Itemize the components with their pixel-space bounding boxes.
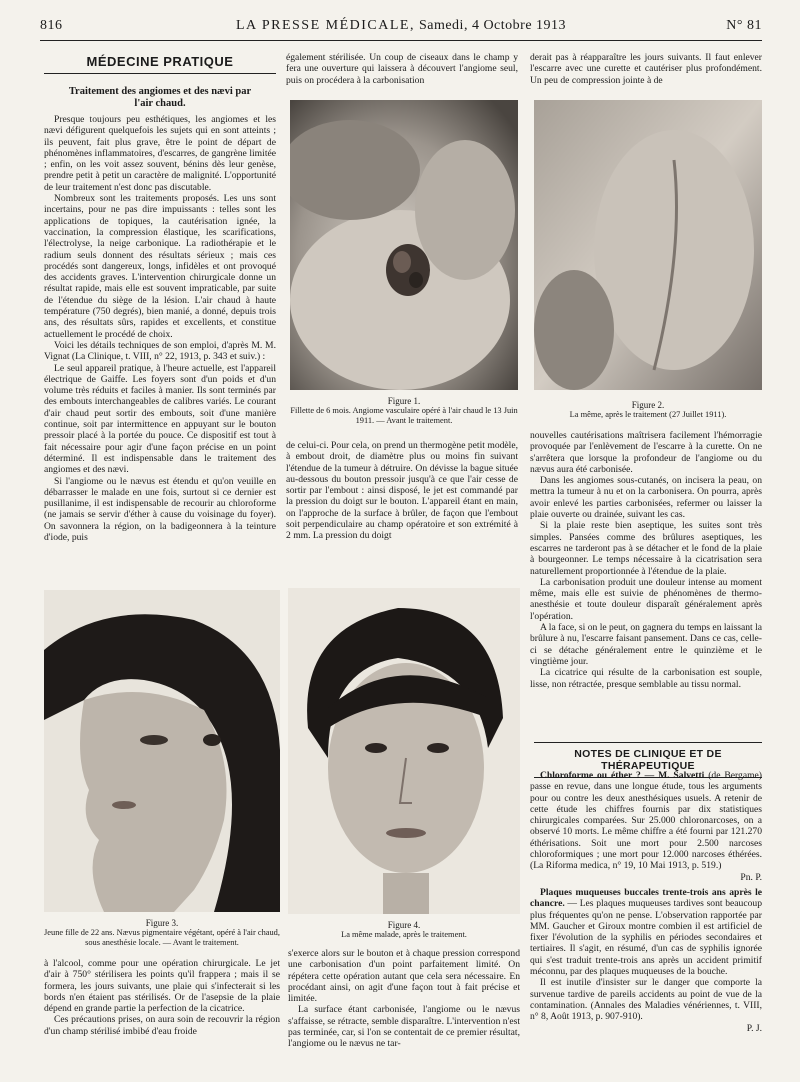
figure-caption-text: Jeune fille de 22 ans. Nævus pigmentaire végétant, opéré à l'air chaud, sous anesthésie locale. — Avant le traitement. xyxy=(44,928,280,947)
figure-label: Figure 1. xyxy=(387,396,421,406)
journal-title: LA PRESSE MÉDICALE, xyxy=(235,18,415,33)
note-lead: Plaques muqueuses buccales trente-trois ans après le chancre. xyxy=(530,886,762,910)
figure-4-caption xyxy=(288,920,520,940)
figure-1-caption xyxy=(290,396,518,426)
figure-3-photo xyxy=(44,590,280,912)
young-woman-profile-photo-icon xyxy=(44,590,280,912)
figure-caption-text: La même, après le traitement (27 Juillet 1911). xyxy=(569,410,727,419)
issue-date: Samedi, 4 Octobre 1913 xyxy=(418,18,567,33)
paragraph: A la face, si on le peut, on gagnera du temps en laissant la brûlure à nu, l'escarre faisant pansement. Dans ce cas, celle-ci se détache généralement entre le quinzième et le vingtième jour. xyxy=(530,622,762,667)
note-signature: Pn. P. xyxy=(740,871,762,883)
note-body: — Les plaques muqueuses tardives sont beaucoup plus fréquentes qu'on ne pense. L'observation rapportée par MM. Gaucher et Giroux montre combien il est artificiel de fixer l'évolution de la syphilis en périodes secondaires et tertiaires. Il s'agit, en résumé, d'un cas de syphilis ignorée qui s'est traduit trente-trois ans après un accident primitif méconnu, par des plaques muqueuses de la bouche. xyxy=(530,898,762,978)
figure-3-caption xyxy=(44,918,280,948)
paragraph: Si la plaie reste bien aseptique, les suites sont très simples. Pansées comme des brûlures aseptiques, les escarres ne tarderont pas à se détacher et le fond de la plaie à bourgeonner. Le temps nécessaire à la cicatrisation sera naturellement proportionnée à l'étendue de la plaie. xyxy=(530,520,762,577)
figure-4-photo xyxy=(288,588,520,914)
paragraph: nouvelles cautérisations maîtrisera facilement l'hémorragie provoquée par l'enlèvement de l'escarre à la curette. On ne s'arrêtera que lorsque la profondeur de l'angiome ou du nævus aura été carbonisée. xyxy=(530,430,762,475)
paragraph: Le seul appareil pratique, à l'heure actuelle, est l'appareil électrique de Gaiffe. Les foyers sont d'un poids et d'un volume très réduits et faciles à manier. Ils sont terminés par des embouts interchangeables de calibres variés. Le courant d'air chaud peut sortir des embouts, soit d'une manière continue, soit par intermittence en appuyant sur le bouton pressoir placé à la portée du pouce. Ce dispositif est tout à fait nécessaire pour agir d'une façon précise en un point déterminé. Il est indispensable dans le traitement des angiomes et des nævi. xyxy=(44,362,276,476)
paragraph: Dans les angiomes sous-cutanés, on incisera la peau, on mettra la tumeur à nu et on la carbonisera. On pourra, après avoir enlevé les parties carbonisées, refermer ou laisser la plaie ouverte ou drainée, suivant les cas. xyxy=(530,475,762,521)
paragraph: également stérilisée. Un coup de ciseaux dans le champ y fera une ouverture qui laissera à découvert l'angiome seul, puis on procédera à la carbonisation xyxy=(286,52,518,86)
page-header xyxy=(40,18,762,38)
notes-section-title: NOTES DE CLINIQUE ET DE THÉRAPEUTIQUE xyxy=(534,742,762,778)
paragraph: La carbonisation produit une douleur intense au moment même, mais elle est suivie de phénomènes de thermo-anesthésie et toute douleur disparaît généralement après l'opération. xyxy=(530,576,762,622)
article-title: Traitement des angiomes et des nævi par l'air chaud. xyxy=(68,86,252,109)
note-signature: P. J. xyxy=(746,1022,762,1034)
issue-number: N° 81 xyxy=(726,18,762,33)
header-rule xyxy=(40,40,762,41)
section-title: MÉDECINE PRATIQUE xyxy=(86,54,234,69)
paragraph: La cicatrice qui résulte de la carbonisation est souple, lisse, non rétractée, presque semblable au tissu normal. xyxy=(530,667,762,690)
note-body: (de Bergame) passe en revue, dans une longue étude, tous les arguments pour ou contre les deux anesthésiques usuels. A retenir de cette étude les chiffres fournis par dix statistiques chirurgicales comparées. Sur 25.000 chloronarcoses, on a observé 10 morts. Le même chiffre a été fourni par 121.270 éthérisations. Soit une mort pour 2.500 narcoses chloroformiques ; une mort pour 12.000 narcoses éthérées. (La Riforma medica, n° 19, 10 Mai 1913, p. 519.) xyxy=(530,770,762,872)
column-2-bottom-text xyxy=(288,948,520,1074)
note-paragraph: Il est inutile d'insister sur le danger que comporte la survenue tardive de pareils accidents au point de vue de la contamination. (Annales des Maladies vénériennes, t. VIII, n° 8, Août 1913, p. 907-910). xyxy=(530,977,762,1023)
journal-line xyxy=(40,18,762,34)
notes-text xyxy=(530,770,762,1076)
infant-angioma-photo-icon xyxy=(290,100,518,390)
figure-caption-text: Fillette de 6 mois. Angiome vasculaire opéré à l'air chaud le 13 Juin 1911. — Avant le traitement. xyxy=(290,406,518,425)
paragraph: Si l'angiome ou le nævus est étendu et qu'on veuille en débarrasser le malade en une fois, surtout si ce dernier est pusillanime, il est indispensable de recourir au chloroforme (ne jamais se servir d'éther à cause du voisinage du foyer). On savonnera la région, on la badigeonnera à la teinture d'iode, puis xyxy=(44,475,276,543)
paragraph: s'exerce alors sur le bouton et à chaque pression correspond une carbonisation d'un point parfaitement limité. On répétera cette opération autant que cela sera nécessaire. En procédant ainsi, on agit d'une façon tout à fait précise et limitée. xyxy=(288,948,520,1005)
column-3-top-text xyxy=(530,52,762,96)
infant-healed-photo-icon xyxy=(534,100,762,390)
column-1-text xyxy=(44,114,276,578)
note-lead: Chloroforme ou éther ? — M. Salvetti xyxy=(540,770,705,781)
figure-label: Figure 3. xyxy=(145,918,179,928)
figure-caption-text: La même malade, après le traitement. xyxy=(341,930,467,939)
figure-label: Figure 4. xyxy=(387,920,421,930)
paragraph: Presque toujours peu esthétiques, les angiomes et les nævi défigurent quelquefois les sujets qui en sont atteints ; ils peuvent, fait plus grave, être le point de départ de phénomènes inflammatoires, d'escarres, de gangrène limitée ; enfin, on les voit assez souvent, bénins dès leur genèse, prendre petit à petit un caractère de malignité. L'opportunité de leur traitement n'est donc pas discutable. xyxy=(44,114,276,193)
column-3-mid-text xyxy=(530,430,762,730)
paragraph: de celui-ci. Pour cela, on prend un thermogène petit modèle, à embout droit, de diamètre plus ou moins fin suivant l'étendue de la tumeur à détruire. On dévisse la bague située au-dessous du bouton pressoir jusqu'à ce que l'air cesse de sortir par l'embout : ainsi disposé, le jet est commandé par la pression du doigt sur le bouton. L'appareil étant en main, on l'approche de la surface à brûler, de façon que l'embout soit perpendiculaire au champ opératoire et son extrémité à 2 mm. La pression du doigt xyxy=(286,440,518,542)
column-1-bottom-text xyxy=(44,958,280,1074)
figure-1-photo xyxy=(290,100,518,390)
note-paragraph xyxy=(530,770,762,872)
figure-2-caption xyxy=(534,400,762,420)
paragraph: Ces précautions prises, on aura soin de recouvrir la région d'un champ stérilisé imbibé d'eau froide xyxy=(44,1014,280,1037)
paragraph: à l'alcool, comme pour une opération chirurgicale. Le jet d'air à 750° stérilisera les points qu'il frappera ; mais il se formera, les jours suivants, une plaie qui s'infecterait si les bords n'en étaient pas stérilisés. Or de l'asepsie de la plaie dépend en grande partie la perfection de la cicatrice. xyxy=(44,958,280,1015)
note-paragraph xyxy=(530,887,762,977)
paragraph: Nombreux sont les traitements proposés. Les uns sont incertains, pour ne pas dire impuissants : telles sont les applications de topiques, la cautérisation ignée, la vaccination, la compression élastique, les scarifications, l'électrolyse, la neige carbonique. La radiothérapie et le radium seuls donnent des résultats sérieux ; mais ces procédés sont dangereux, longs, infidèles et ont provoqué des accidents graves. L'intervention chirurgicale donne un résultat rapide, mais elle est souvent impraticable, par suite de l'étendue du siège de la lésion. L'air chaud à haute température (750 degrés), bien manié, a donné, depuis trois ans, des résultats sûrs, rapides et excellents, et constitue actuellement le procédé de choix. xyxy=(44,193,276,340)
figure-2-photo xyxy=(534,100,762,390)
section-rule xyxy=(44,73,276,74)
young-woman-front-photo-icon xyxy=(288,588,520,914)
paragraph: Voici les détails techniques de son emploi, d'après M. M. Vignat (La Clinique, t. VIII, n° 22, 1913, p. 343 et suiv.) : xyxy=(44,339,276,363)
column-2-mid-text xyxy=(286,440,518,580)
column-2-top-text xyxy=(286,52,518,96)
paragraph: derait pas à réapparaître les jours suivants. Il faut enlever l'escarre avec une curette et cautériser plus profondément. Un peu de compression jointe à de xyxy=(530,52,762,86)
page-number: 816 xyxy=(40,18,63,33)
paragraph: La surface étant carbonisée, l'angiome ou le nævus s'affaisse, se rétracte, semble disparaître. L'intervention n'est pas terminée, car, si l'on se contentait de ce premier résultat, l'angiome ou le nævus ne tar- xyxy=(288,1004,520,1050)
figure-label: Figure 2. xyxy=(631,400,665,410)
